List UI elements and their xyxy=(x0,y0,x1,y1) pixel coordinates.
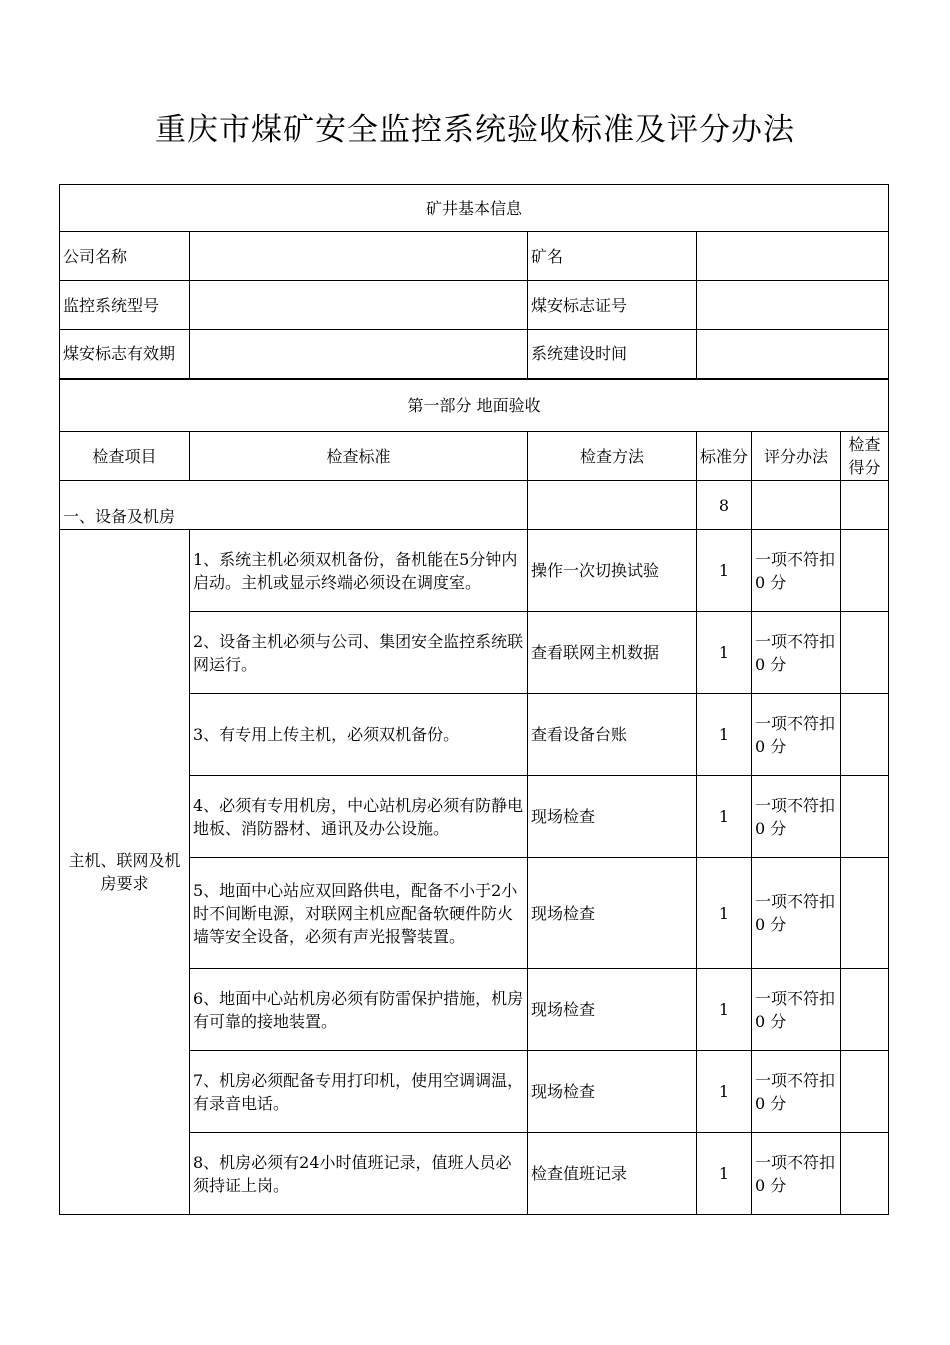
scoring-text: 一项不符扣0 分 xyxy=(752,969,841,1051)
cert-label: 煤安标志证号 xyxy=(528,281,697,330)
score-input-cell[interactable] xyxy=(841,530,889,612)
col-header-score: 检查得分 xyxy=(841,432,889,481)
company-value-cell[interactable] xyxy=(190,232,528,281)
score-input-cell[interactable] xyxy=(841,1051,889,1133)
standard-text: 7、机房必须配备专用打印机，使用空调调温，有录音电话。 xyxy=(190,1051,528,1133)
section-label: 一、设备及机房 xyxy=(60,481,528,530)
col-header-method: 检查方法 xyxy=(528,432,697,481)
standard-text: 6、地面中心站机房必须有防雷保护措施，机房有可靠的接地装置。 xyxy=(190,969,528,1051)
page-title: 重庆市煤矿安全监控系统验收标准及评分办法 xyxy=(155,112,795,148)
acceptance-table xyxy=(59,184,889,1215)
method-text: 检查值班记录 xyxy=(528,1133,697,1215)
group-label: 主机、联网及机房要求 xyxy=(60,530,190,1215)
standard-text: 5、地面中心站应双回路供电，配备不小于2小时不间断电源，对联网主机应配备软硬件防火墙等安全设备，必须有声光报警装置。 xyxy=(190,858,528,969)
validity-value-cell[interactable] xyxy=(190,330,528,379)
std-score-value: 1 xyxy=(697,776,752,858)
model-label: 监控系统型号 xyxy=(60,281,190,330)
scoring-text: 一项不符扣0 分 xyxy=(752,1133,841,1215)
build-time-value-cell[interactable] xyxy=(697,330,889,379)
std-score-value: 1 xyxy=(697,969,752,1051)
std-score-value: 1 xyxy=(697,612,752,694)
standard-text: 2、设备主机必须与公司、集团安全监控系统联网运行。 xyxy=(190,612,528,694)
scoring-text: 一项不符扣0 分 xyxy=(752,776,841,858)
scoring-text: 一项不符扣0 分 xyxy=(752,612,841,694)
score-input-cell[interactable] xyxy=(841,612,889,694)
method-text: 操作一次切换试验 xyxy=(528,530,697,612)
score-input-cell[interactable] xyxy=(841,858,889,969)
score-input-cell[interactable] xyxy=(841,776,889,858)
cert-value-cell[interactable] xyxy=(697,281,889,330)
col-header-scoring: 评分办法 xyxy=(752,432,841,481)
section-scoring-cell xyxy=(752,481,841,530)
company-label: 公司名称 xyxy=(60,232,190,281)
part1-heading: 第一部分 地面验收 xyxy=(60,379,889,432)
scoring-text: 一项不符扣0 分 xyxy=(752,858,841,969)
col-header-std-score: 标准分 xyxy=(697,432,752,481)
method-text: 现场检查 xyxy=(528,776,697,858)
method-text: 查看设备台账 xyxy=(528,694,697,776)
section-score: 8 xyxy=(697,481,752,530)
score-input-cell[interactable] xyxy=(841,1133,889,1215)
scoring-text: 一项不符扣0 分 xyxy=(752,694,841,776)
col-header-item: 检查项目 xyxy=(60,432,190,481)
scoring-text: 一项不符扣0 分 xyxy=(752,1051,841,1133)
std-score-value: 1 xyxy=(697,1133,752,1215)
col-header-standard: 检查标准 xyxy=(190,432,528,481)
standard-text: 4、必须有专用机房，中心站机房必须有防静电地板、消防器材、通讯及办公设施。 xyxy=(190,776,528,858)
section-method-cell xyxy=(528,481,697,530)
method-text: 查看联网主机数据 xyxy=(528,612,697,694)
std-score-value: 1 xyxy=(697,694,752,776)
method-text: 现场检查 xyxy=(528,858,697,969)
std-score-value: 1 xyxy=(697,1051,752,1133)
method-text: 现场检查 xyxy=(528,1051,697,1133)
mine-value-cell[interactable] xyxy=(697,232,889,281)
std-score-value: 1 xyxy=(697,858,752,969)
method-text: 现场检查 xyxy=(528,969,697,1051)
std-score-value: 1 xyxy=(697,530,752,612)
validity-label: 煤安标志有效期 xyxy=(60,330,190,379)
scoring-text: 一项不符扣0 分 xyxy=(752,530,841,612)
standard-text: 3、有专用上传主机，必须双机备份。 xyxy=(190,694,528,776)
basic-info-heading: 矿井基本信息 xyxy=(60,185,889,232)
score-input-cell[interactable] xyxy=(841,694,889,776)
build-time-label: 系统建设时间 xyxy=(528,330,697,379)
model-value-cell[interactable] xyxy=(190,281,528,330)
standard-text: 1、系统主机必须双机备份，备机能在5分钟内启动。主机或显示终端必须设在调度室。 xyxy=(190,530,528,612)
standard-text: 8、机房必须有24小时值班记录，值班人员必须持证上岗。 xyxy=(190,1133,528,1215)
score-input-cell[interactable] xyxy=(841,969,889,1051)
section-result-cell[interactable] xyxy=(841,481,889,530)
mine-label: 矿名 xyxy=(528,232,697,281)
